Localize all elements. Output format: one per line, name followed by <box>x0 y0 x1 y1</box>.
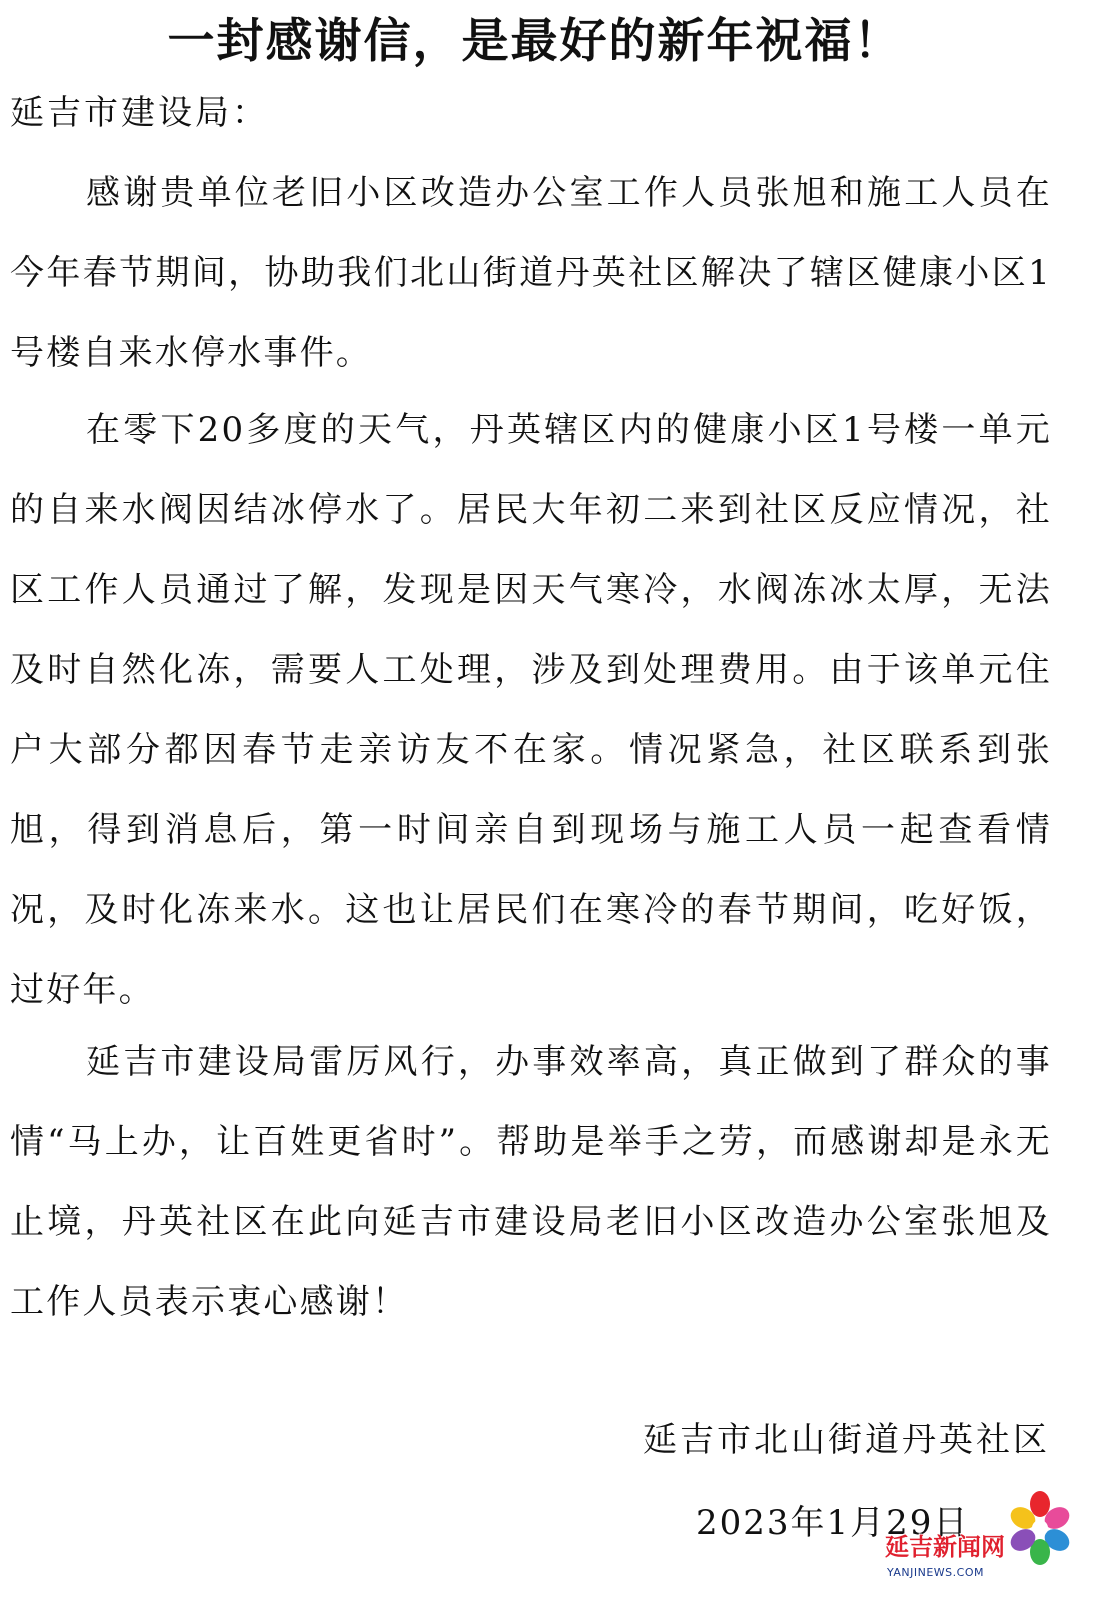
site-watermark <box>885 1488 1075 1598</box>
signature: 延吉市北山街道丹英社区 <box>643 1420 1050 1460</box>
paragraph-2: 在零下20多度的天气，丹英辖区内的健康小区1号楼一单元的自来水阀因结冰停水了。居民大年初二来到社区反应情况，社区工作人员通过了解，发现是因天气寒冷，水阀冻冰太厚，无法及时自然化冻，需要人工处理，涉及到处理费用。由于该单元住户大部分都因春节走亲访友不在家。情况紧急，社区联系到张旭，得到消息后，第一时间亲自到现场与施工人员一起查看情况，及时化冻来水。这也让居民们在寒冷的春节期间，吃好饭，过好年。 <box>10 410 1052 1010</box>
watermark-site-name: 延吉新闻网 <box>885 1532 1005 1561</box>
watermark-domain: YANJINEWS.COM <box>887 1566 984 1579</box>
flower-logo-icon <box>1005 1488 1075 1578</box>
letter-date: 2023年1月29日 <box>696 1503 970 1543</box>
paragraph-1: 感谢贵单位老旧小区改造办公室工作人员张旭和施工人员在今年春节期间，协助我们北山街道丹英社区解决了辖区健康小区1号楼自来水停水事件。 <box>10 173 1052 373</box>
paragraph-3: 延吉市建设局雷厉风行，办事效率高，真正做到了群众的事情“马上办，让百姓更省时”。帮助是举手之劳，而感谢却是永无止境，丹英社区在此向延吉市建设局老旧小区改造办公室张旭及工作人员表示衷心感谢！ <box>10 1042 1052 1322</box>
salutation: 延吉市建设局： <box>10 93 269 133</box>
letter-title: 一封感谢信，是最好的新年祝福！ <box>167 14 903 69</box>
petal-red <box>1030 1491 1050 1517</box>
